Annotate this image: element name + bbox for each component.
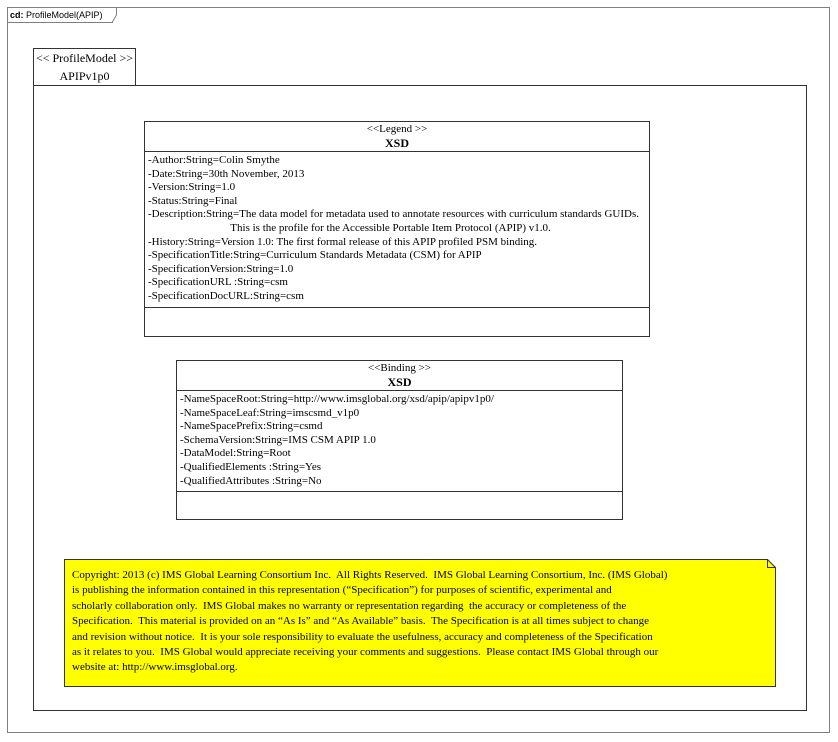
legend-attribute-spec-doc-url: -SpecificationDocURL:String=csm	[148, 289, 304, 302]
note-line: is publishing the information contained in this representation (“Specification”) for purposes of scientific, experimental and	[72, 584, 612, 597]
legend-attribute-author: -Author:String=Colin Smythe	[148, 154, 280, 166]
legend-class-header	[145, 122, 649, 152]
legend-class[interactable]	[144, 121, 650, 337]
binding-attribute-namespace-root: -NameSpaceRoot:String=http://www.imsglobal.org/xsd/apip/apipv1p0/	[180, 393, 494, 405]
legend-attributes	[145, 152, 649, 308]
note-line: Copyright: 2013 (c) IMS Global Learning Consortium Inc. All Rights Reserved. IMS Global Learning Consortium, Inc. (IMS Global)	[72, 569, 668, 581]
legend-attribute-status: -Status:String=Final	[148, 194, 238, 207]
binding-stereotype: <<Binding >>	[367, 362, 431, 374]
binding-attribute-namespace-prefix: -NameSpacePrefix:String=csmd	[180, 420, 323, 433]
copyright-note[interactable]	[64, 559, 776, 687]
legend-attribute-version: -Version:String=1.0	[148, 181, 236, 194]
binding-attribute-qualified-attributes: -QualifiedAttributes :String=No	[180, 474, 322, 487]
binding-attributes	[177, 391, 622, 492]
note-text	[72, 568, 768, 676]
legend-attribute-description: -Description:String=The data model for metadata used to annotate resources with curriculum standards GUIDs.	[148, 208, 639, 221]
package-stereotype: << ProfileModel >>	[35, 51, 134, 65]
package-tab[interactable]	[33, 48, 136, 85]
package-name: APIPv1p0	[59, 69, 110, 83]
legend-operations	[145, 308, 649, 323]
binding-attribute-data-model: -DataModel:String=Root	[180, 447, 291, 460]
binding-class-header	[177, 361, 622, 391]
legend-stereotype: <<Legend >>	[366, 123, 428, 135]
binding-class[interactable]	[176, 360, 623, 520]
note-line: as it relates to you. IMS Global would appreciate receiving your comments and suggestions. Please contact IMS Global through our	[72, 646, 659, 659]
legend-attribute-spec-title: -SpecificationTitle:String=Curriculum Standards Metadata (CSM) for APIP	[148, 249, 482, 262]
legend-attribute-date: -Date:String=30th November, 2013	[148, 167, 305, 180]
frame-tag-corner	[103, 7, 117, 23]
legend-attribute-spec-version: -SpecificationVersion:String=1.0	[148, 262, 294, 275]
note-line: Specification. This material is provided on an “As Is” and “As Available” basis. The Specification is at all times subject to change	[72, 615, 650, 628]
diagram-frame-tag	[7, 7, 113, 23]
binding-attribute-namespace-leaf: -NameSpaceLeaf:String=imscsmd_v1p0	[180, 406, 360, 419]
legend-attribute-spec-url: -SpecificationURL :String=csm	[148, 276, 288, 289]
note-line: website at: http://www.imsglobal.org.	[72, 661, 238, 674]
legend-attribute-description-cont: This is the profile for the Accessible Portable Item Protocol (APIP) v1.0.	[148, 221, 551, 234]
note-line: scholarly collaboration only. IMS Global makes no warranty or representation regarding the accuracy or completeness of the	[72, 599, 627, 612]
binding-class-name: XSD	[387, 375, 412, 389]
note-line: and revision without notice. It is your sole responsibility to evaluate the usefulness, accuracy and completeness of the Specification	[72, 630, 653, 643]
binding-attribute-schema-version: -SchemaVersion:String=IMS CSM APIP 1.0	[180, 433, 376, 446]
frame-title: ProfileModel(APIP)	[26, 10, 103, 20]
frame-keyword: cd:	[10, 10, 24, 20]
legend-attribute-history: -History:String=Version 1.0: The first formal release of this APIP profiled PSM binding.	[148, 235, 538, 248]
binding-operations	[177, 492, 622, 507]
binding-attribute-qualified-elements: -QualifiedElements :String=Yes	[180, 460, 322, 473]
legend-class-name: XSD	[384, 136, 409, 150]
